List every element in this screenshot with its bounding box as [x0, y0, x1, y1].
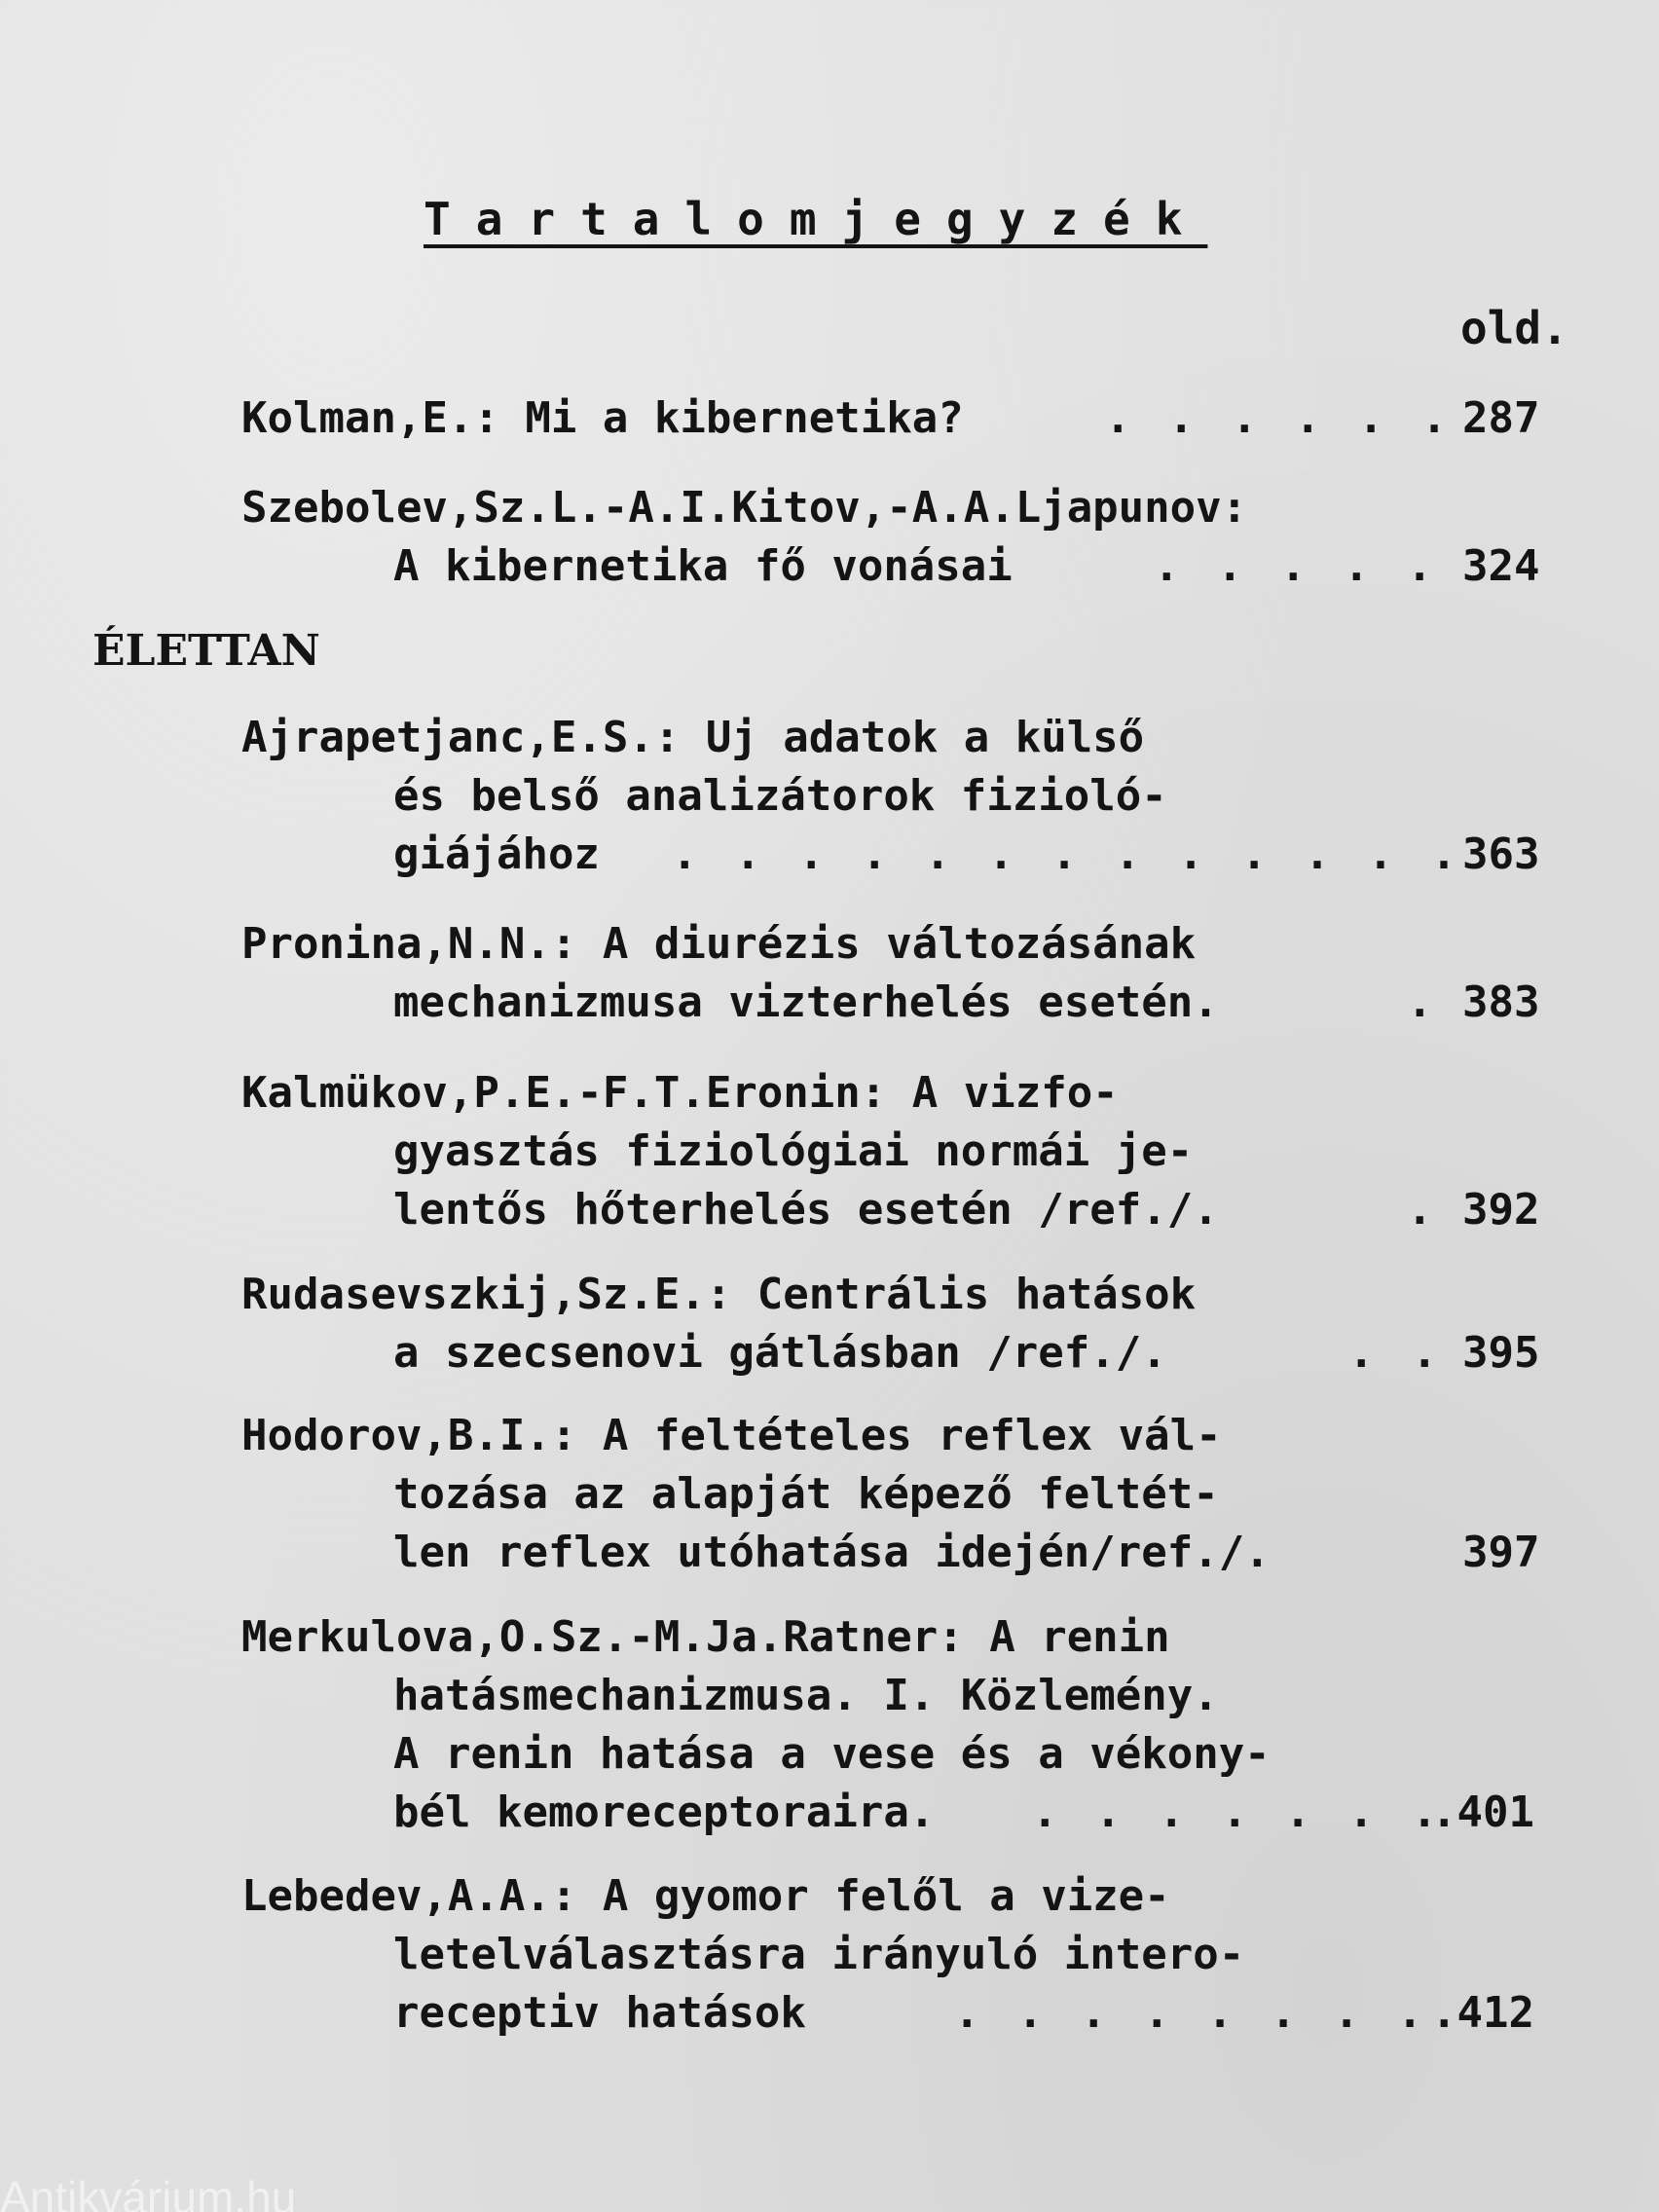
toc-entry-page: 395 — [1462, 1328, 1540, 1378]
toc-entry-leader: . — [1407, 1185, 1439, 1235]
toc-entry-line: gyasztás fiziológiai normái je- — [393, 1126, 1194, 1176]
toc-entry-page: 397 — [1462, 1528, 1540, 1577]
toc-entry-line: Kalmükov,P.E.-F.T.Eronin: A vizfo- — [241, 1068, 1119, 1118]
toc-entry-line: A kibernetika fő vonásai — [393, 541, 1013, 591]
toc-entry-line: és belső analizátorok fizioló- — [393, 771, 1167, 821]
toc-entry-page: 287 — [1462, 393, 1540, 443]
toc-entry-line: Hodorov,B.I.: A feltételes reflex vál- — [241, 1411, 1222, 1460]
toc-entry-line: Pronina,N.N.: A diurézis változásának — [241, 919, 1197, 969]
toc-entry-line: hatásmechanizmusa. I. Közlemény. — [393, 1671, 1219, 1720]
toc-entry-line: Merkulova,O.Sz.-M.Ja.Ratner: A renin — [241, 1612, 1170, 1662]
toc-entry-line: lentős hőterhelés esetén /ref./. — [393, 1185, 1219, 1235]
toc-entry-line: Ajrapetjanc,E.S.: Uj adatok a külső — [241, 713, 1145, 762]
toc-entry-page: 392 — [1462, 1185, 1540, 1235]
watermark: Antikvárium.hu — [0, 2172, 297, 2212]
page-column-label: old. — [1460, 302, 1568, 354]
toc-entry-leader: . . . . . . . . . . . . . — [672, 830, 1463, 879]
toc-entry-leader: . — [1407, 977, 1439, 1027]
toc-entry-line: giájához — [393, 830, 600, 879]
toc-entry-leader: . . . . . . . — [1032, 1788, 1444, 1837]
toc-entry-page: 363 — [1462, 830, 1540, 879]
toc-entry-line: Rudasevszkij,Sz.E.: Centrális hatások — [241, 1270, 1197, 1319]
toc-entry-leader: . . . . . . . . — [954, 1988, 1429, 2038]
toc-entry-line: mechanizmusa vizterhelés esetén. — [393, 977, 1219, 1027]
toc-entry-line: tozása az alapját képező feltét- — [393, 1469, 1219, 1519]
toc-entry-line: Kolman,E.: Mi a kibernetika? — [241, 393, 964, 443]
toc-entry-leader: . . — [1348, 1328, 1444, 1378]
section-heading: ÉLETTAN — [92, 626, 320, 676]
document-title: Tartalomjegyzék — [424, 193, 1208, 245]
toc-entry-leader: . . . . . — [1154, 541, 1439, 591]
toc-entry-page: .412 — [1431, 1988, 1534, 2038]
toc-entry-line: Lebedev,A.A.: A gyomor felől a vize- — [241, 1871, 1170, 1921]
toc-entry-leader: . . . . . . — [1105, 393, 1454, 443]
toc-entry-line: a szecsenovi gátlásban /ref./. — [393, 1328, 1167, 1378]
toc-entry-line: len reflex utóhatása idején/ref./. — [393, 1528, 1271, 1577]
toc-entry-line: Szebolev,Sz.L.-A.I.Kitov,-A.A.Ljapunov: — [241, 483, 1248, 533]
toc-entry-page: 324 — [1462, 541, 1540, 591]
toc-entry-line: bél kemoreceptoraira. — [393, 1788, 936, 1837]
toc-entry-line: A renin hatása a vese és a vékony- — [393, 1729, 1271, 1779]
toc-entry-page: .401 — [1431, 1788, 1534, 1837]
toc-entry-page: 383 — [1462, 977, 1540, 1027]
toc-entry-line: receptiv hatások — [393, 1988, 806, 2038]
toc-entry-line: letelválasztásra irányuló intero- — [393, 1930, 1245, 1979]
